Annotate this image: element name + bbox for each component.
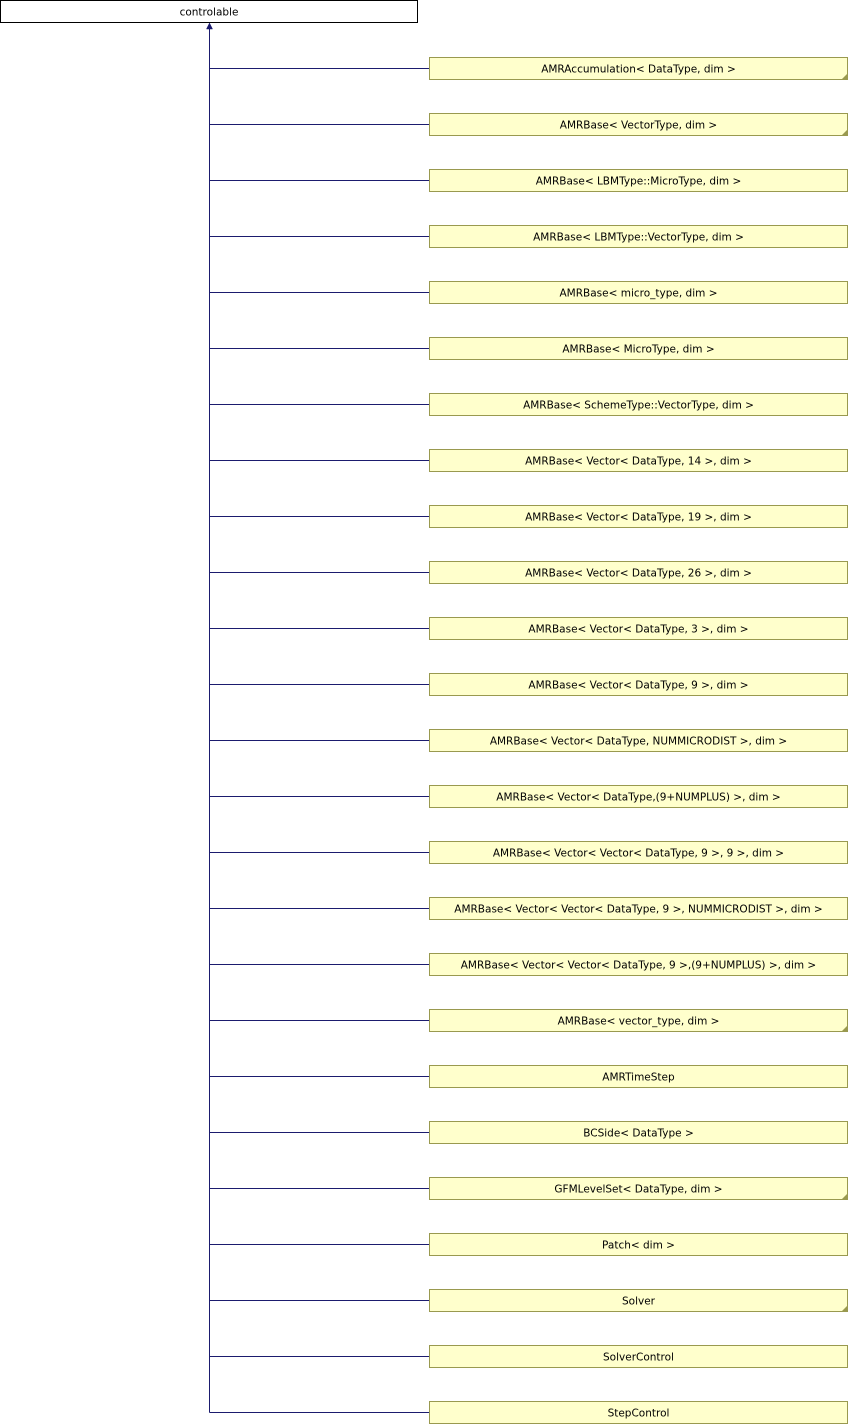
derived-class-nodes bbox=[430, 58, 848, 1424]
base-class-label: controlable bbox=[179, 6, 239, 19]
derived-class-node[interactable] bbox=[430, 1346, 848, 1368]
derived-class-label: AMRBase< MicroType, dim > bbox=[562, 343, 715, 356]
derived-class-node[interactable] bbox=[430, 562, 848, 584]
derived-class-node[interactable] bbox=[430, 338, 848, 360]
derived-class-node[interactable] bbox=[430, 1290, 848, 1312]
derived-class-node[interactable] bbox=[430, 898, 848, 920]
derived-class-node[interactable] bbox=[430, 674, 848, 696]
derived-class-node[interactable] bbox=[430, 786, 848, 808]
derived-class-label: AMRBase< vector_type, dim > bbox=[557, 1015, 720, 1028]
derived-class-node[interactable] bbox=[430, 730, 848, 752]
derived-class-node[interactable] bbox=[430, 1010, 848, 1032]
derived-class-label: AMRBase< VectorType, dim > bbox=[559, 119, 718, 132]
derived-class-node[interactable] bbox=[430, 450, 848, 472]
derived-class-node[interactable] bbox=[430, 1234, 848, 1256]
derived-class-label: AMRBase< Vector< Vector< DataType, 9 >,(9+NUMPLUS) >, dim > bbox=[460, 959, 817, 972]
derived-class-node[interactable] bbox=[430, 1066, 848, 1088]
derived-class-node[interactable] bbox=[430, 618, 848, 640]
derived-class-label: Solver bbox=[622, 1295, 655, 1308]
derived-class-label: AMRBase< Vector< DataType,(9+NUMPLUS) >, dim > bbox=[496, 791, 781, 804]
derived-class-label: AMRBase< Vector< DataType, 3 >, dim > bbox=[528, 623, 749, 636]
derived-class-node[interactable] bbox=[430, 282, 848, 304]
derived-class-label: AMRAccumulation< DataType, dim > bbox=[541, 63, 736, 76]
derived-class-node[interactable] bbox=[430, 506, 848, 528]
inheritance-arrowhead bbox=[207, 23, 213, 29]
derived-class-label: AMRBase< Vector< DataType, 9 >, dim > bbox=[528, 679, 749, 692]
derived-class-label: AMRBase< micro_type, dim > bbox=[559, 287, 718, 300]
derived-class-label: AMRBase< LBMType::MicroType, dim > bbox=[535, 175, 742, 188]
derived-class-label: GFMLevelSet< DataType, dim > bbox=[554, 1183, 723, 1196]
derived-class-label: SolverControl bbox=[603, 1351, 674, 1364]
derived-class-label: AMRBase< Vector< DataType, 14 >, dim > bbox=[525, 455, 752, 468]
derived-class-node[interactable] bbox=[430, 1402, 848, 1424]
derived-class-node[interactable] bbox=[430, 1122, 848, 1144]
derived-class-label: AMRBase< Vector< DataType, 26 >, dim > bbox=[525, 567, 752, 580]
derived-class-label: AMRTimeStep bbox=[602, 1071, 675, 1084]
derived-class-label: Patch< dim > bbox=[602, 1239, 675, 1252]
derived-class-node[interactable] bbox=[430, 394, 848, 416]
derived-class-node[interactable] bbox=[430, 58, 848, 80]
derived-class-label: AMRBase< Vector< Vector< DataType, 9 >, NUMMICRODIST >, dim > bbox=[454, 903, 823, 916]
derived-class-node[interactable] bbox=[430, 114, 848, 136]
derived-class-label: AMRBase< Vector< DataType, 19 >, dim > bbox=[525, 511, 752, 524]
derived-class-label: BCSide< DataType > bbox=[583, 1127, 694, 1140]
derived-class-node[interactable] bbox=[430, 842, 848, 864]
derived-class-label: AMRBase< Vector< DataType, NUMMICRODIST >, dim > bbox=[489, 735, 788, 748]
derived-class-node[interactable] bbox=[430, 954, 848, 976]
derived-class-node[interactable] bbox=[430, 1178, 848, 1200]
derived-class-label: AMRBase< LBMType::VectorType, dim > bbox=[533, 231, 744, 244]
derived-class-node[interactable] bbox=[430, 226, 848, 248]
derived-class-label: AMRBase< SchemeType::VectorType, dim > bbox=[523, 399, 754, 412]
derived-class-node[interactable] bbox=[430, 170, 848, 192]
inheritance-edges bbox=[207, 23, 430, 1413]
derived-class-label: AMRBase< Vector< Vector< DataType, 9 >, 9 >, dim > bbox=[492, 847, 785, 860]
derived-class-label: StepControl bbox=[607, 1407, 670, 1420]
base-class-node-controlable[interactable] bbox=[1, 1, 418, 23]
